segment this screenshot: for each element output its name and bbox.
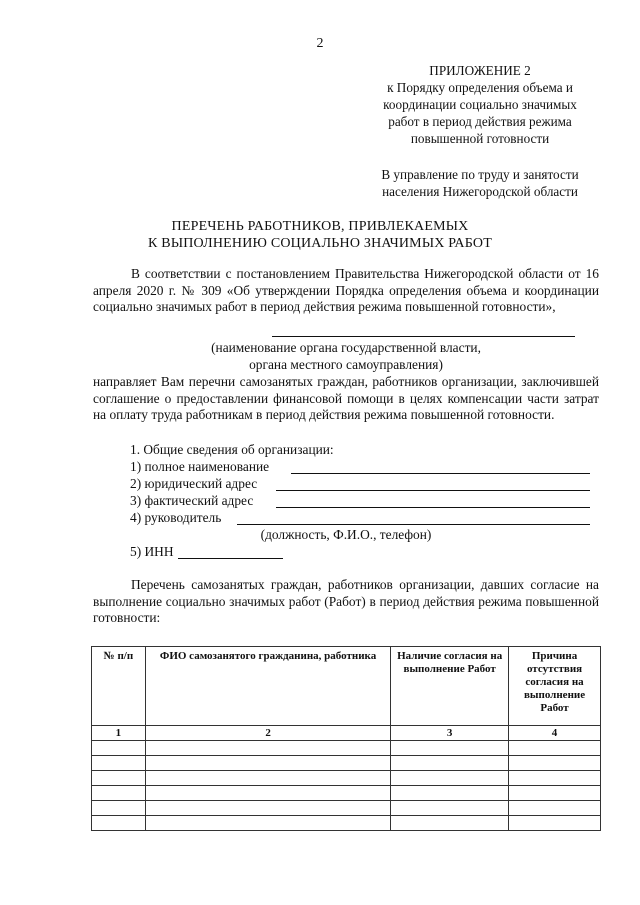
appendix-line: координации социально значимых <box>383 97 577 112</box>
table-cell[interactable] <box>509 816 601 831</box>
legal-address-label: 2) юридический адрес <box>130 476 258 491</box>
header-no-consent-reason: Причина отсутствия согласия на выполнение Работ <box>509 647 601 726</box>
legal-address-field[interactable] <box>276 490 590 491</box>
table-cell[interactable] <box>145 741 390 756</box>
inn-label: 5) ИНН <box>130 544 174 559</box>
column-number: 4 <box>509 726 601 741</box>
table-row[interactable] <box>92 786 601 801</box>
table-cell[interactable] <box>145 771 390 786</box>
column-number: 3 <box>391 726 509 741</box>
table-cell[interactable] <box>391 741 509 756</box>
page-number: 2 <box>316 36 324 51</box>
table-cell[interactable] <box>391 756 509 771</box>
workers-table <box>91 646 601 831</box>
addressee-block <box>360 166 600 200</box>
table-cell[interactable] <box>509 741 601 756</box>
table-row[interactable] <box>92 816 601 831</box>
table-cell[interactable] <box>391 786 509 801</box>
document-title <box>0 218 640 252</box>
list-intro-paragraph: Перечень самозанятых граждан, работников организации, давших согласие на выполнение социально значимых работ (Работ) в период действия режима повышенной готовности: <box>93 577 599 626</box>
table-cell[interactable] <box>391 816 509 831</box>
table-row[interactable] <box>92 741 601 756</box>
full-name-field[interactable] <box>291 473 590 474</box>
org-info-heading: 1. Общие сведения об организации: <box>130 442 334 457</box>
head-caption: (должность, Ф.И.О., телефон) <box>260 527 432 542</box>
full-name-label: 1) полное наименование <box>130 459 270 474</box>
table-row[interactable] <box>92 801 601 816</box>
table-row[interactable] <box>92 771 601 786</box>
appendix-line: к Порядку определения объема и <box>387 80 573 95</box>
appendix-title: ПРИЛОЖЕНИЕ 2 <box>429 63 531 78</box>
table-cell[interactable] <box>145 756 390 771</box>
table-cell[interactable] <box>391 771 509 786</box>
appendix-block <box>360 62 600 147</box>
appendix-line: работ в период действия режима <box>388 114 572 129</box>
head-label: 4) руководитель <box>130 510 222 525</box>
table-cell[interactable] <box>92 816 146 831</box>
authority-name-field[interactable] <box>272 336 575 337</box>
appendix-line: повышенной готовности <box>410 131 550 146</box>
header-full-name: ФИО самозанятого гражданина, работника <box>145 647 390 726</box>
table-cell[interactable] <box>509 771 601 786</box>
actual-address-field[interactable] <box>276 507 590 508</box>
addressee-line: В управление по труду и занятости <box>381 167 579 182</box>
title-line-1: ПЕРЕЧЕНЬ РАБОТНИКОВ, ПРИВЛЕКАЕМЫХ <box>171 219 469 234</box>
table-cell[interactable] <box>92 801 146 816</box>
actual-address-label: 3) фактический адрес <box>130 493 254 508</box>
caption-line-1: (наименование органа государственной власти, <box>211 340 481 355</box>
inn-field[interactable] <box>178 558 283 559</box>
table-cell[interactable] <box>92 786 146 801</box>
table-column-numbers-row <box>92 726 601 741</box>
table-cell[interactable] <box>92 771 146 786</box>
intro-paragraph: В соответствии с постановлением Правительства Нижегородской области от 16 апреля 2020 г. № 309 «Об утверждении Порядка определения объема и координации социально значимых работ в период действия режима повышенной готовности», <box>93 266 599 315</box>
header-number: № п/п <box>92 647 146 726</box>
table-cell[interactable] <box>509 756 601 771</box>
head-field[interactable] <box>237 524 590 525</box>
table-cell[interactable] <box>145 816 390 831</box>
table-cell[interactable] <box>145 801 390 816</box>
column-number: 1 <box>92 726 146 741</box>
table-cell[interactable] <box>92 741 146 756</box>
authority-caption <box>93 340 599 373</box>
table-cell[interactable] <box>509 786 601 801</box>
table-cell[interactable] <box>92 756 146 771</box>
column-number: 2 <box>145 726 390 741</box>
table-cell[interactable] <box>391 801 509 816</box>
caption-line-2: органа местного самоуправления) <box>249 356 443 372</box>
table-cell[interactable] <box>509 801 601 816</box>
intro-continuation: направляет Вам перечни самозанятых граждан, работников организации, заключившей соглашение о предоставлении финансовой помощи в целях компенсации части затрат на оплату труда работникам в период действия режима повышенной готовности. <box>93 374 599 423</box>
table-cell[interactable] <box>145 786 390 801</box>
addressee-line: населения Нижегородской области <box>382 184 578 199</box>
table-row[interactable] <box>92 756 601 771</box>
title-line-2: К ВЫПОЛНЕНИЮ СОЦИАЛЬНО ЗНАЧИМЫХ РАБОТ <box>148 236 492 251</box>
header-consent: Наличие согласия на выполнение Работ <box>391 647 509 726</box>
table-header-row <box>92 647 601 726</box>
